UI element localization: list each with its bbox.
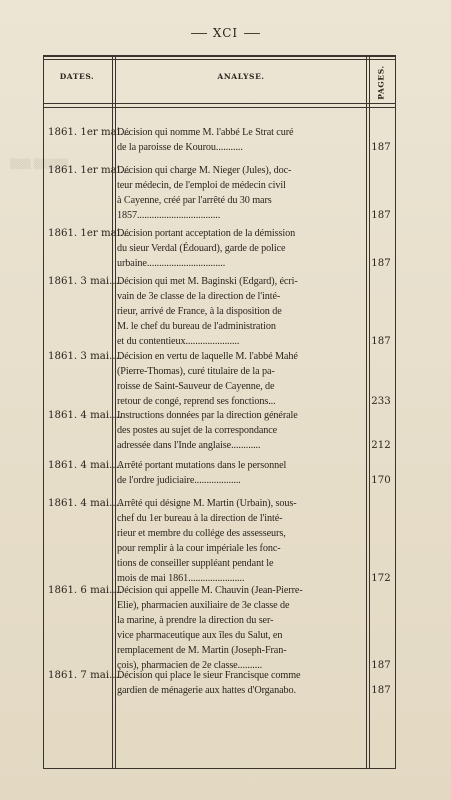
entry-analysis (117, 408, 362, 453)
entry-analysis-line: à Cayenne, créé par l'arrêté du 30 mars (117, 195, 272, 206)
column-header-pages (370, 60, 392, 104)
entry-page-number: 233 (371, 396, 391, 407)
entry-analysis (117, 458, 362, 488)
entry-page-number: 212 (371, 440, 391, 451)
entry-analysis-line: gardien de ménagerie aux hattes d'Organabo. (117, 685, 296, 696)
entry-analysis (117, 496, 362, 586)
entry-page-number: 172 (371, 573, 391, 584)
entry-page-number: 187 (371, 660, 391, 671)
entry-analysis-line: Décision qui nomme M. l'abbé Le Strat curé (117, 127, 294, 138)
entry-analysis-line: du sieur Verdal (Édouard), garde de police (117, 243, 286, 254)
entry-analysis-line: Instructions données par la direction générale (117, 410, 298, 421)
entry-date: 1861. 7 mai.... (48, 670, 123, 681)
entry-date: 1861. 1er mai... (48, 127, 130, 138)
entry-analysis-line: (Pierre-Thomas), curé titulaire de la pa- (117, 366, 275, 377)
entry-analysis-line: vain de 3e classe de la direction de l'inté- (117, 291, 281, 302)
entry-page-number: 187 (371, 142, 391, 153)
column-header-analyse: ANALYSE. (217, 72, 265, 81)
entry-analysis-line: Décision qui appelle M. Chauvin (Jean-Pierre- (117, 585, 303, 596)
entry-analysis-line: Arrêté portant mutations dans le personnel (117, 460, 287, 471)
entry-analysis-line: urbaine................................ (117, 258, 226, 269)
entry-analysis-line: rieur, arrivé de France, à la disposition de (117, 306, 282, 317)
bleed-through-text: ▒▒▒ ▒▒▒▒▒ (10, 160, 69, 170)
entry-analysis-line: adressée dans l'Inde anglaise............ (117, 440, 261, 451)
entry-analysis-line: pour remplir à la cour impériale les fonc- (117, 543, 281, 554)
entry-date: 1861. 4 mai.... (48, 410, 123, 421)
entry-date: 1861. 1er mai... (48, 165, 130, 176)
entry-date: 1861. 3 mai.... (48, 276, 123, 287)
column-header-pages-label: PAGES. (376, 64, 386, 100)
entry-analysis-line: teur médecin, de l'emploi de médecin civil (117, 180, 286, 191)
entry-page-number: 187 (371, 258, 391, 269)
entry-date: 1861. 6 mai.... (48, 585, 123, 596)
entry-analysis-line: remplacement de M. Martin (Joseph-Fran- (117, 645, 287, 656)
entry-analysis-line: Décision qui place le sieur Francisque comme (117, 670, 301, 681)
entry-analysis (117, 668, 362, 698)
column-header-dates: DATES. (59, 72, 95, 81)
entry-analysis-line: vice pharmaceutique aux îles du Salut, en (117, 630, 283, 641)
entry-analysis (117, 274, 362, 349)
entry-date: 1861. 3 mai.... (48, 351, 123, 362)
entry-analysis-line: M. le chef du bureau de l'administration (117, 321, 276, 332)
entry-analysis-line: roisse de Saint-Sauveur de Cayenne, de (117, 381, 275, 392)
entry-analysis-line: de l'ordre judiciaire................... (117, 475, 241, 486)
entry-analysis-line: Décision qui met M. Baginski (Edgard), écri- (117, 276, 298, 287)
entry-page-number: 187 (371, 210, 391, 221)
entry-date: 1861. 4 mai.... (48, 460, 123, 471)
entry-analysis-line: la marine, à prendre la direction du ser- (117, 615, 274, 626)
entry-analysis (117, 163, 362, 223)
entry-analysis (117, 226, 362, 271)
entry-analysis-line: de la paroisse de Kourou........... (117, 142, 243, 153)
entry-analysis-line: tions de conseiller suppléant pendant le (117, 558, 274, 569)
entry-analysis-line: rieur et membre du collége des assesseurs, (117, 528, 286, 539)
entry-page-number: 187 (371, 336, 391, 347)
entry-analysis-line: Décision qui charge M. Nieger (Jules), doc- (117, 165, 292, 176)
entry-page-number: 187 (371, 685, 391, 696)
entry-analysis (117, 125, 362, 155)
entry-date: 1861. 1er mai... (48, 228, 130, 239)
entry-analysis (117, 349, 362, 409)
entry-analysis-line: retour de congé, reprend ses fonctions... (117, 396, 276, 407)
entry-analysis-line: Décision en vertu de laquelle M. l'abbé Mahé (117, 351, 298, 362)
entry-page-number: 170 (371, 475, 391, 486)
entry-analysis-line: Arrêté qui désigne M. Martin (Urbain), sous- (117, 498, 297, 509)
entry-analysis-line: mois de mai 1861....................... (117, 573, 245, 584)
entry-date: 1861. 4 mai.... (48, 498, 123, 509)
entry-analysis-line: et du contentieux...................... (117, 336, 240, 347)
entry-analysis-line: 1857.................................. (117, 210, 221, 221)
entry-analysis-line: des postes au sujet de la correspondance (117, 425, 278, 436)
page-folio (0, 26, 451, 40)
entry-analysis-line: chef du 1er bureau à la direction de l'inté- (117, 513, 283, 524)
entry-analysis (117, 583, 362, 673)
folio-number: XCI (212, 26, 239, 40)
entry-analysis-line: Décision portant acceptation de la démission (117, 228, 296, 239)
entry-analysis-line: Elie), pharmacien auxiliaire de 3e classe de (117, 600, 290, 611)
entry-analysis-line: çois), pharmacien de 2e classe.......... (117, 660, 263, 671)
